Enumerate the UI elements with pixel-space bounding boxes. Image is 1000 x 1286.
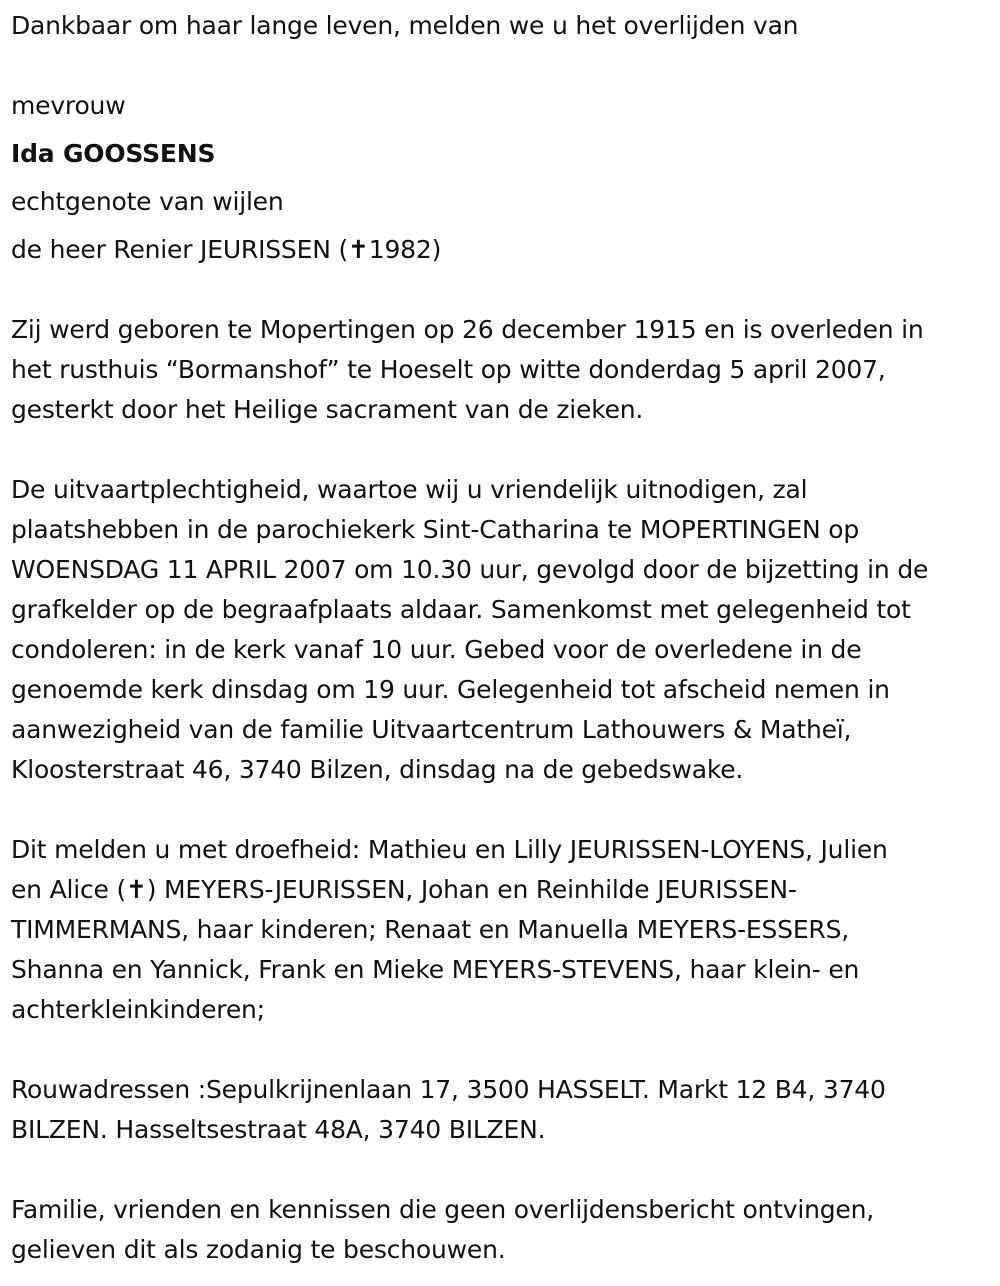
closing-line: Familie, vrienden en kennissen die geen overlijdensbericht ontvingen,	[11, 1195, 875, 1224]
address-line: Rouwadressen :Sepulkrijnenlaan 17, 3500 HASSELT. Markt 12 B4, 3740	[11, 1075, 886, 1104]
family-line: Shanna en Yannick, Frank en Mieke MEYERS-STEVENS, haar klein- en	[11, 955, 860, 984]
family-line: Dit melden u met droefheid: Mathieu en Lilly JEURISSEN-LOYENS, Julien	[11, 835, 888, 864]
address-line: BILZEN. Hasseltsestraat 48A, 3740 BILZEN.	[11, 1115, 546, 1144]
birth-death-line: Zij werd geboren te Mopertingen op 26 december 1915 en is overleden in	[11, 315, 924, 344]
funeral-line: grafkelder op de begraafplaats aldaar. Samenkomst met gelegenheid tot	[11, 595, 911, 624]
funeral-line: WOENSDAG 11 APRIL 2007 om 10.30 uur, gevolgd door de bijzetting in de	[11, 555, 929, 584]
family-line: TIMMERMANS, haar kinderen; Renaat en Manuella MEYERS-ESSERS,	[11, 915, 850, 944]
family-line: achterkleinkinderen;	[11, 995, 265, 1024]
funeral-line: genoemde kerk dinsdag om 19 uur. Gelegenheid tot afscheid nemen in	[11, 675, 890, 704]
funeral-line: Kloosterstraat 46, 3740 Bilzen, dinsdag na de gebedswake.	[11, 755, 744, 784]
closing-line: gelieven dit als zodanig te beschouwen.	[11, 1235, 506, 1264]
funeral-line: condoleren: in de kerk vanaf 10 uur. Gebed voor de overledene in de	[11, 635, 862, 664]
birth-death-line: gesterkt door het Heilige sacrament van de zieken.	[11, 395, 644, 424]
spouse-line-2: de heer Renier JEURISSEN (✝1982)	[11, 235, 442, 264]
birth-death-line: het rusthuis “Bormanshof” te Hoeselt op witte donderdag 5 april 2007,	[11, 355, 886, 384]
intro-text: Dankbaar om haar lange leven, melden we u het overlijden van	[11, 11, 799, 40]
funeral-line: De uitvaartplechtigheid, waartoe wij u vriendelijk uitnodigen, zal	[11, 475, 808, 504]
deceased-name: Ida GOOSSENS	[11, 139, 216, 168]
funeral-line: aanwezigheid van de familie Uitvaartcentrum Lathouwers & Matheï,	[11, 715, 852, 744]
funeral-line: plaatshebben in de parochiekerk Sint-Catharina te MOPERTINGEN op	[11, 515, 860, 544]
family-line: en Alice (✝) MEYERS-JEURISSEN, Johan en Reinhilde JEURISSEN-	[11, 875, 797, 904]
spouse-line-1: echtgenote van wijlen	[11, 187, 284, 216]
salutation: mevrouw	[11, 91, 126, 120]
